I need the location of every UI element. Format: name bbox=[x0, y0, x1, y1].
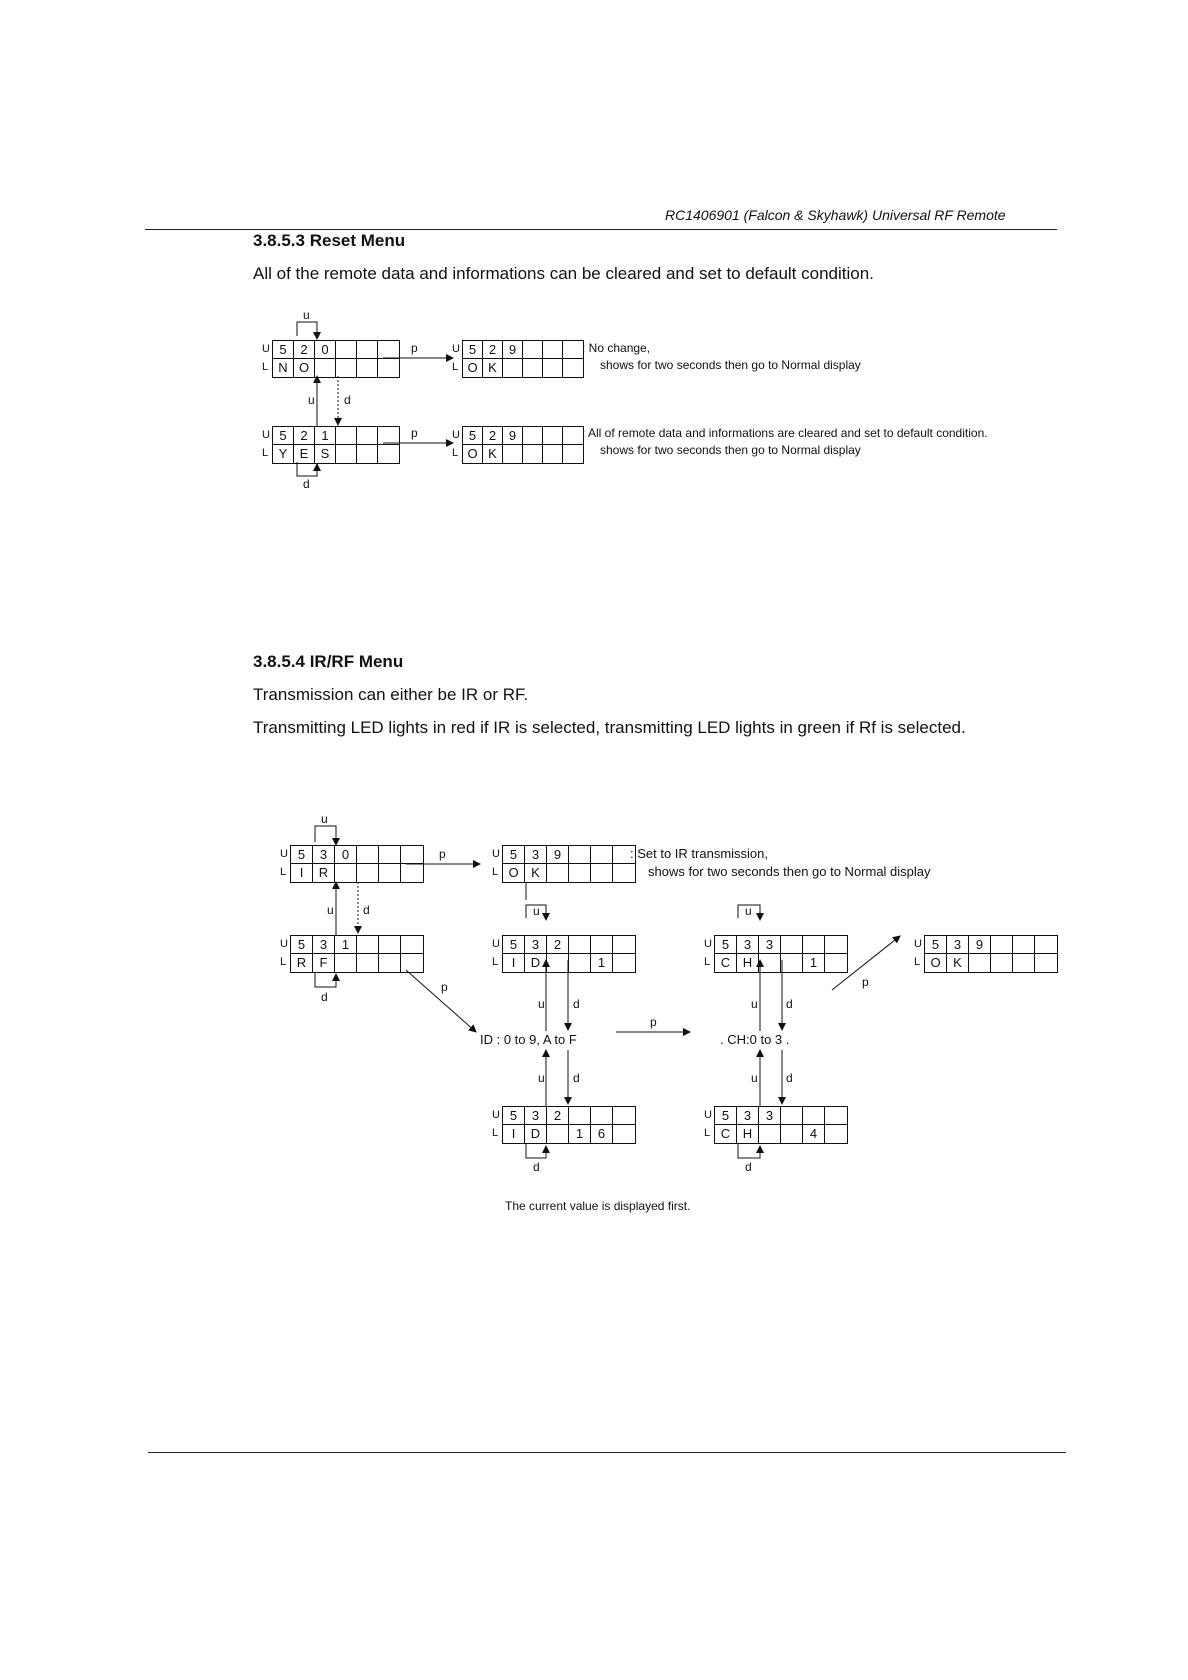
upper-segment-4 bbox=[569, 1107, 591, 1125]
label-d-bottom-533b: d bbox=[745, 1160, 752, 1174]
upper-segment-1: 5 bbox=[463, 341, 483, 359]
upper-row-label: U bbox=[492, 1109, 500, 1121]
lower-segment-2: K bbox=[525, 864, 547, 882]
display-521 bbox=[262, 426, 400, 464]
display-532-id1 bbox=[492, 935, 636, 973]
lower-row-label: L bbox=[262, 447, 269, 459]
upper-row-label: U bbox=[492, 938, 500, 950]
irrf-line2: Transmitting LED lights in red if IR is selected, transmitting LED lights in green if Rf is selected. bbox=[253, 718, 966, 737]
display-529-cleared bbox=[452, 426, 584, 464]
label-u-top-530: u bbox=[321, 812, 328, 826]
lower-segment-3 bbox=[335, 954, 357, 972]
lower-segment-6 bbox=[613, 954, 635, 972]
label-d-530-mid: d bbox=[363, 903, 370, 917]
upper-segment-1: 5 bbox=[273, 427, 294, 445]
upper-segment-5 bbox=[591, 936, 613, 954]
label-u-top-532a: u bbox=[533, 904, 540, 918]
lower-segment-5: 1 bbox=[591, 954, 613, 972]
lower-segment-1: N bbox=[273, 359, 294, 377]
lower-segment-3 bbox=[503, 359, 523, 377]
reset-note1-line1: : No change, bbox=[582, 341, 651, 355]
upper-segment-6 bbox=[563, 427, 583, 445]
upper-segment-6 bbox=[613, 1107, 635, 1125]
label-u-530-mid: u bbox=[327, 903, 334, 917]
id-range-text: ID : 0 to 9, A to F bbox=[480, 1032, 577, 1047]
lower-segment-2: D bbox=[525, 1125, 547, 1143]
upper-segment-4 bbox=[357, 936, 379, 954]
lower-row-label: L bbox=[452, 447, 459, 459]
lower-segment-5 bbox=[379, 864, 401, 882]
upper-segment-2: 3 bbox=[525, 1107, 547, 1125]
lower-segment-3 bbox=[335, 864, 357, 882]
lower-segment-4 bbox=[991, 954, 1013, 972]
upper-segment-3: 9 bbox=[969, 936, 991, 954]
upper-segment-2: 2 bbox=[294, 427, 315, 445]
lower-segment-5: 1 bbox=[803, 954, 825, 972]
upper-segment-3: 0 bbox=[335, 846, 357, 864]
upper-segment-1: 5 bbox=[503, 936, 525, 954]
upper-segment-1: 5 bbox=[463, 427, 483, 445]
lower-segment-4 bbox=[357, 864, 379, 882]
label-d-532b-mid: d bbox=[573, 1071, 580, 1085]
lower-segment-5: 6 bbox=[591, 1125, 613, 1143]
label-d-bottom-531: d bbox=[321, 990, 328, 1004]
upper-segment-2: 3 bbox=[313, 846, 335, 864]
lower-segment-1: I bbox=[503, 1125, 525, 1143]
label-p-reset-2: p bbox=[411, 426, 418, 440]
lower-row-label: L bbox=[262, 361, 269, 373]
lower-segment-5: 4 bbox=[803, 1125, 825, 1143]
lower-segment-6 bbox=[401, 954, 423, 972]
upper-segment-3: 2 bbox=[547, 936, 569, 954]
lower-row-label: L bbox=[492, 1127, 499, 1139]
lower-segment-2: F bbox=[313, 954, 335, 972]
upper-row-label: U bbox=[704, 1109, 712, 1121]
lower-segment-4 bbox=[781, 954, 803, 972]
upper-segment-2: 3 bbox=[737, 1107, 759, 1125]
upper-segment-3: 3 bbox=[759, 936, 781, 954]
upper-segment-3: 3 bbox=[759, 1107, 781, 1125]
upper-segment-2: 3 bbox=[947, 936, 969, 954]
upper-segment-5 bbox=[357, 427, 378, 445]
lower-segment-5 bbox=[379, 954, 401, 972]
loop-d-531 bbox=[315, 972, 336, 987]
upper-segment-5 bbox=[1013, 936, 1035, 954]
footer-rule bbox=[148, 1452, 1066, 1453]
upper-row-label: U bbox=[280, 848, 288, 860]
lower-segment-2: H bbox=[737, 954, 759, 972]
upper-row-label: U bbox=[280, 938, 288, 950]
label-d-533b-mid: d bbox=[786, 1071, 793, 1085]
lower-segment-3 bbox=[969, 954, 991, 972]
upper-segment-6 bbox=[1035, 936, 1057, 954]
upper-row-label: U bbox=[704, 938, 712, 950]
label-p-id-ch: p bbox=[650, 1015, 657, 1029]
lower-segment-6 bbox=[825, 1125, 847, 1143]
display-533-ch1 bbox=[704, 935, 848, 973]
upper-segment-4 bbox=[781, 936, 803, 954]
label-d-533a-mid: d bbox=[786, 997, 793, 1011]
upper-segment-3: 1 bbox=[315, 427, 336, 445]
display-531 bbox=[280, 935, 424, 973]
lower-segment-2: K bbox=[483, 359, 503, 377]
lower-segment-4 bbox=[336, 359, 357, 377]
upper-segment-2: 3 bbox=[525, 936, 547, 954]
lower-segment-1: C bbox=[715, 954, 737, 972]
lower-segment-3: S bbox=[315, 445, 336, 463]
lower-segment-1: O bbox=[463, 445, 483, 463]
lower-segment-2: D bbox=[525, 954, 547, 972]
label-p-reset-1: p bbox=[411, 341, 418, 355]
upper-row-label: U bbox=[262, 343, 270, 355]
lower-segment-3 bbox=[759, 954, 781, 972]
label-u-532b-mid: u bbox=[538, 1071, 545, 1085]
upper-row-label: U bbox=[492, 848, 500, 860]
lower-segment-1: O bbox=[925, 954, 947, 972]
lower-segment-4 bbox=[336, 445, 357, 463]
lower-segment-2: O bbox=[294, 359, 315, 377]
lower-segment-5 bbox=[357, 359, 378, 377]
upper-segment-5 bbox=[543, 427, 563, 445]
upper-segment-6 bbox=[378, 427, 399, 445]
lower-segment-3 bbox=[547, 954, 569, 972]
lower-segment-1: O bbox=[503, 864, 525, 882]
upper-segment-3: 9 bbox=[547, 846, 569, 864]
display-530 bbox=[280, 845, 424, 883]
upper-segment-5 bbox=[803, 1107, 825, 1125]
upper-segment-5 bbox=[379, 936, 401, 954]
upper-row-label: U bbox=[452, 429, 460, 441]
upper-segment-1: 5 bbox=[503, 1107, 525, 1125]
lower-segment-6 bbox=[563, 359, 583, 377]
lower-segment-4 bbox=[523, 359, 543, 377]
lower-row-label: L bbox=[280, 866, 287, 878]
upper-segment-5 bbox=[379, 846, 401, 864]
loop-u-530 bbox=[315, 826, 336, 845]
lower-segment-3 bbox=[503, 445, 523, 463]
upper-segment-4 bbox=[991, 936, 1013, 954]
upper-segment-4 bbox=[523, 427, 543, 445]
lower-segment-5 bbox=[543, 359, 563, 377]
loop-d-533b bbox=[738, 1144, 760, 1158]
label-u-top-533a: u bbox=[745, 904, 752, 918]
reset-note2-line2: shows for two seconds then go to Normal display bbox=[600, 443, 861, 457]
lower-segment-6 bbox=[401, 864, 423, 882]
label-u-reset-mid: u bbox=[308, 393, 315, 407]
lower-segment-1: C bbox=[715, 1125, 737, 1143]
display-539-rf bbox=[914, 935, 1058, 973]
lower-segment-2: H bbox=[737, 1125, 759, 1143]
upper-segment-6 bbox=[401, 846, 423, 864]
upper-segment-4 bbox=[357, 846, 379, 864]
display-529-no-change bbox=[452, 340, 584, 378]
upper-segment-6 bbox=[825, 1107, 847, 1125]
irrf-note-line1: : Set to IR transmission, bbox=[630, 846, 768, 861]
lower-segment-5 bbox=[543, 445, 563, 463]
lower-row-label: L bbox=[704, 956, 711, 968]
label-u-top-reset: u bbox=[303, 308, 310, 322]
lower-segment-4: 1 bbox=[569, 1125, 591, 1143]
upper-segment-1: 5 bbox=[715, 1107, 737, 1125]
upper-segment-1: 5 bbox=[715, 936, 737, 954]
upper-row-label: U bbox=[914, 938, 922, 950]
lower-segment-5 bbox=[357, 445, 378, 463]
upper-segment-6 bbox=[613, 936, 635, 954]
upper-segment-1: 5 bbox=[291, 936, 313, 954]
upper-segment-2: 3 bbox=[737, 936, 759, 954]
upper-row-label: U bbox=[452, 343, 460, 355]
lower-segment-6 bbox=[378, 445, 399, 463]
label-u-533a-mid: u bbox=[751, 997, 758, 1011]
upper-segment-6 bbox=[401, 936, 423, 954]
label-p-531: p bbox=[441, 980, 448, 994]
label-u-532a-mid: u bbox=[538, 997, 545, 1011]
upper-segment-1: 5 bbox=[503, 846, 525, 864]
lower-segment-3 bbox=[547, 1125, 569, 1143]
document-title: RC1406901 (Falcon & Skyhawk) Universal RF Remote bbox=[665, 207, 1006, 223]
lower-row-label: L bbox=[492, 866, 499, 878]
label-u-533b-mid: u bbox=[751, 1071, 758, 1085]
upper-segment-6 bbox=[825, 936, 847, 954]
upper-segment-2: 2 bbox=[483, 427, 503, 445]
label-d-532a-mid: d bbox=[573, 997, 580, 1011]
lower-segment-1: I bbox=[291, 864, 313, 882]
lower-segment-1: R bbox=[291, 954, 313, 972]
lower-segment-1: O bbox=[463, 359, 483, 377]
irrf-menu-heading: 3.8.5.4 IR/RF Menu bbox=[253, 652, 404, 671]
upper-row-label: U bbox=[262, 429, 270, 441]
upper-segment-5 bbox=[357, 341, 378, 359]
upper-segment-5 bbox=[803, 936, 825, 954]
lower-segment-6 bbox=[1035, 954, 1057, 972]
lower-row-label: L bbox=[914, 956, 921, 968]
irrf-line1: Transmission can either be IR or RF. bbox=[253, 685, 529, 704]
lower-segment-3 bbox=[759, 1125, 781, 1143]
upper-segment-1: 5 bbox=[291, 846, 313, 864]
lower-segment-6 bbox=[563, 445, 583, 463]
lower-segment-2: K bbox=[947, 954, 969, 972]
lower-segment-4 bbox=[569, 954, 591, 972]
upper-segment-1: 5 bbox=[273, 341, 294, 359]
display-539-ir bbox=[492, 845, 636, 883]
lower-segment-1: Y bbox=[273, 445, 294, 463]
loop-d-532b bbox=[526, 1144, 546, 1158]
display-520 bbox=[262, 340, 400, 378]
upper-segment-3: 1 bbox=[335, 936, 357, 954]
lower-segment-4 bbox=[523, 445, 543, 463]
reset-note1-line2: shows for two seconds then go to Normal display bbox=[600, 358, 861, 372]
label-d-bottom-532b: d bbox=[533, 1160, 540, 1174]
upper-segment-4 bbox=[781, 1107, 803, 1125]
label-p-533a: p bbox=[862, 975, 869, 989]
ch-range-text: . CH:0 to 3 . bbox=[720, 1032, 790, 1047]
label-d-reset-mid: d bbox=[344, 393, 351, 407]
lower-row-label: L bbox=[452, 361, 459, 373]
upper-segment-4 bbox=[336, 341, 357, 359]
label-d-bottom-reset: d bbox=[303, 477, 310, 491]
lower-segment-6 bbox=[825, 954, 847, 972]
lower-segment-1: I bbox=[503, 954, 525, 972]
lower-segment-6 bbox=[613, 864, 635, 882]
lower-segment-5 bbox=[591, 864, 613, 882]
upper-segment-3: 9 bbox=[503, 427, 523, 445]
reset-menu-intro: All of the remote data and informations can be cleared and set to default condition. bbox=[253, 264, 874, 283]
lower-segment-5 bbox=[1013, 954, 1035, 972]
upper-segment-3: 2 bbox=[547, 1107, 569, 1125]
upper-segment-6 bbox=[613, 846, 635, 864]
lower-row-label: L bbox=[492, 956, 499, 968]
upper-segment-2: 3 bbox=[525, 846, 547, 864]
lower-segment-3 bbox=[547, 864, 569, 882]
upper-segment-1: 5 bbox=[925, 936, 947, 954]
display-532-id16 bbox=[492, 1106, 636, 1144]
lower-segment-4 bbox=[781, 1125, 803, 1143]
lower-row-label: L bbox=[704, 1127, 711, 1139]
upper-segment-2: 3 bbox=[313, 936, 335, 954]
irrf-footnote: The current value is displayed first. bbox=[505, 1199, 691, 1213]
lower-segment-3 bbox=[315, 359, 336, 377]
lower-segment-2: R bbox=[313, 864, 335, 882]
upper-segment-5 bbox=[591, 1107, 613, 1125]
upper-segment-5 bbox=[543, 341, 563, 359]
upper-segment-4 bbox=[336, 427, 357, 445]
upper-segment-3: 9 bbox=[503, 341, 523, 359]
lower-segment-4 bbox=[569, 864, 591, 882]
reset-note2-line1: : All of remote data and informations are cleared and set to default condition. bbox=[582, 426, 988, 440]
lower-row-label: L bbox=[280, 956, 287, 968]
display-533-ch4 bbox=[704, 1106, 848, 1144]
label-p-530: p bbox=[439, 847, 446, 861]
upper-segment-5 bbox=[591, 846, 613, 864]
reset-menu-heading: 3.8.5.3 Reset Menu bbox=[253, 231, 406, 250]
upper-segment-2: 2 bbox=[294, 341, 315, 359]
upper-segment-4 bbox=[569, 936, 591, 954]
lower-segment-2: K bbox=[483, 445, 503, 463]
upper-segment-4 bbox=[523, 341, 543, 359]
upper-segment-2: 2 bbox=[483, 341, 503, 359]
lower-segment-4 bbox=[357, 954, 379, 972]
upper-segment-6 bbox=[378, 341, 399, 359]
lower-segment-6 bbox=[613, 1125, 635, 1143]
upper-segment-3: 0 bbox=[315, 341, 336, 359]
lower-segment-6 bbox=[378, 359, 399, 377]
lower-segment-2: E bbox=[294, 445, 315, 463]
upper-segment-4 bbox=[569, 846, 591, 864]
irrf-note-line2: shows for two seconds then go to Normal display bbox=[648, 864, 931, 879]
upper-segment-6 bbox=[563, 341, 583, 359]
